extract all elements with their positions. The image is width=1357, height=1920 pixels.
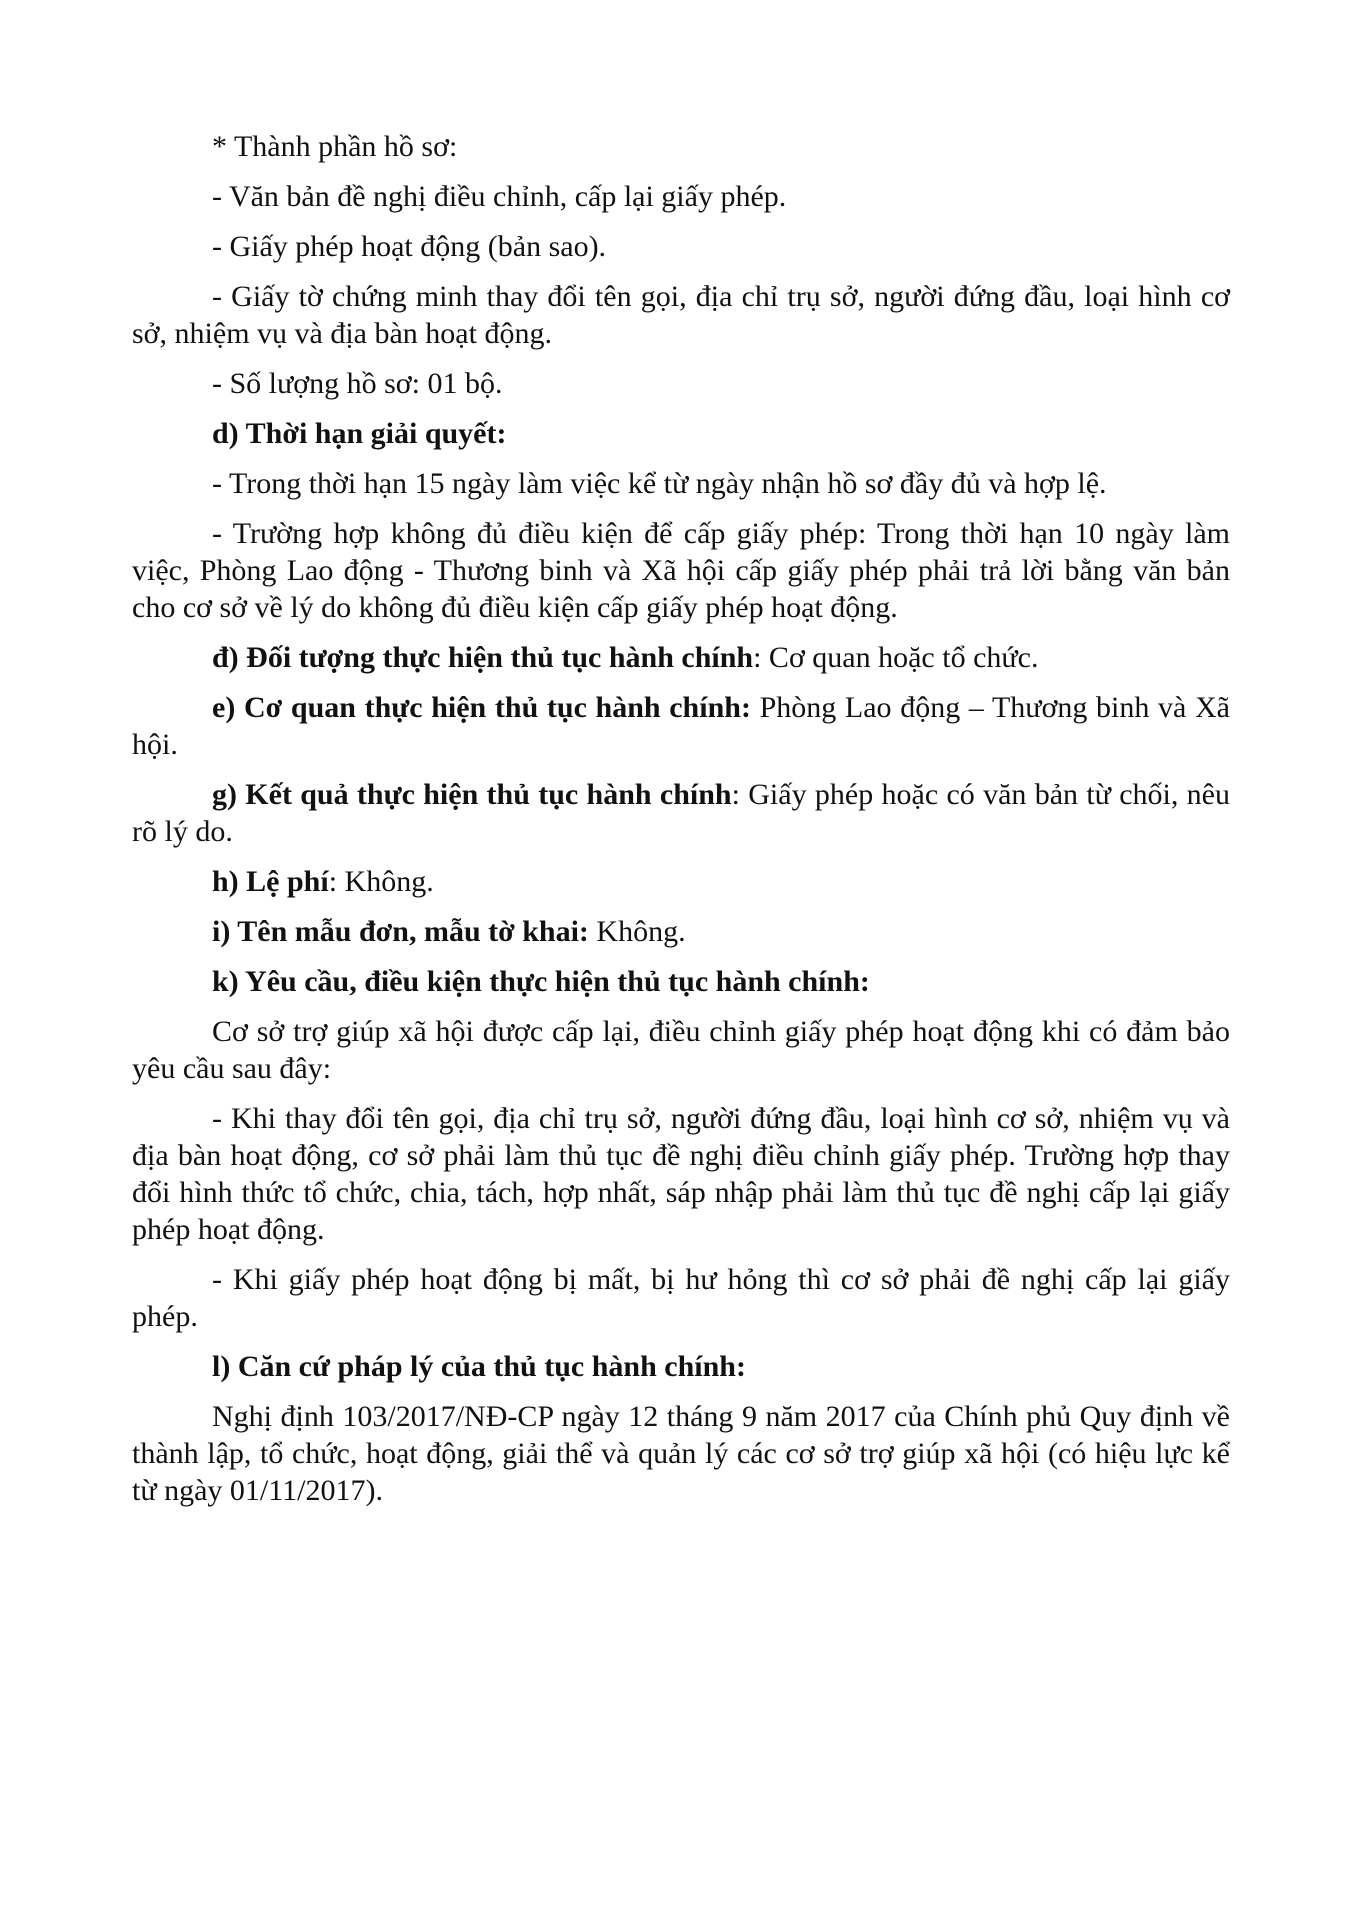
section-heading-h: h) Lệ phí xyxy=(212,865,329,898)
dossier-components-heading: * Thành phần hồ sơ: xyxy=(212,130,458,163)
section-heading-e: e) Cơ quan thực hiện thủ tục hành chính: xyxy=(212,691,751,724)
body-paragraph: Nghị định 103/2017/NĐ-CP ngày 12 tháng 9 năm 2017 của Chính phủ Quy định về thành lập, tổ chức, hoạt động, giải thể và quản lý các cơ sở trợ giúp xã hội (có hiệu lực kể từ ngày 01/11/2017). xyxy=(132,1400,1230,1507)
section-heading-i: i) Tên mẫu đơn, mẫu tờ khai: xyxy=(212,915,589,948)
list-item: - Số lượng hồ sơ: 01 bộ. xyxy=(212,367,503,400)
section-d2 xyxy=(132,639,1230,676)
list-item: - Giấy phép hoạt động (bản sao). xyxy=(212,230,607,263)
section-text: : Không. xyxy=(328,865,434,898)
section-text: Không. xyxy=(588,915,686,948)
section-text: Phòng Lao động – Thương binh và Xã hội. xyxy=(132,691,1230,761)
section-heading-l: l) Căn cứ pháp lý của thủ tục hành chính: xyxy=(212,1350,746,1383)
section-heading-d: d) Thời hạn giải quyết: xyxy=(212,417,507,450)
section-heading-d2: đ) Đối tượng thực hiện thủ tục hành chính xyxy=(212,641,754,674)
section-text: : Cơ quan hoặc tổ chức. xyxy=(753,641,1039,674)
list-item: - Trường hợp không đủ điều kiện để cấp giấy phép: Trong thời hạn 10 ngày làm việc, Phòng Lao động - Thương binh và Xã hội cấp giấy phép phải trả lời bằng văn bản cho cơ sở về lý do không đủ điều kiện cấp giấy phép hoạt động. xyxy=(132,517,1230,624)
section-g xyxy=(132,776,1230,850)
section-heading-g: g) Kết quả thực hiện thủ tục hành chính xyxy=(212,778,732,811)
list-item: - Giấy tờ chứng minh thay đổi tên gọi, địa chỉ trụ sở, người đứng đầu, loại hình cơ sở, nhiệm vụ và địa bàn hoạt động. xyxy=(132,280,1230,350)
section-text: : Giấy phép hoặc có văn bản từ chối, nêu rõ lý do. xyxy=(132,778,1231,848)
list-item: - Trong thời hạn 15 ngày làm việc kể từ ngày nhận hồ sơ đầy đủ và hợp lệ. xyxy=(212,467,1107,500)
section-h xyxy=(132,863,1230,900)
list-item: - Khi thay đổi tên gọi, địa chỉ trụ sở, người đứng đầu, loại hình cơ sở, nhiệm vụ và địa bàn hoạt động, cơ sở phải làm thủ tục đề nghị điều chỉnh giấy phép. Trường hợp thay đổi hình thức tổ chức, chia, tách, hợp nhất, sáp nhập phải làm thủ tục đề nghị cấp lại giấy phép hoạt động. xyxy=(132,1102,1230,1246)
list-item: - Khi giấy phép hoạt động bị mất, bị hư hỏng thì cơ sở phải đề nghị cấp lại giấy phép. xyxy=(132,1263,1230,1333)
section-e xyxy=(132,689,1230,763)
list-item: - Văn bản đề nghị điều chỉnh, cấp lại giấy phép. xyxy=(212,180,787,213)
document-page xyxy=(132,128,1230,1522)
section-heading-k: k) Yêu cầu, điều kiện thực hiện thủ tục hành chính: xyxy=(212,965,870,998)
body-paragraph: Cơ sở trợ giúp xã hội được cấp lại, điều chỉnh giấy phép hoạt động khi có đảm bảo yêu cầu sau đây: xyxy=(132,1015,1230,1085)
section-i xyxy=(132,913,1230,950)
